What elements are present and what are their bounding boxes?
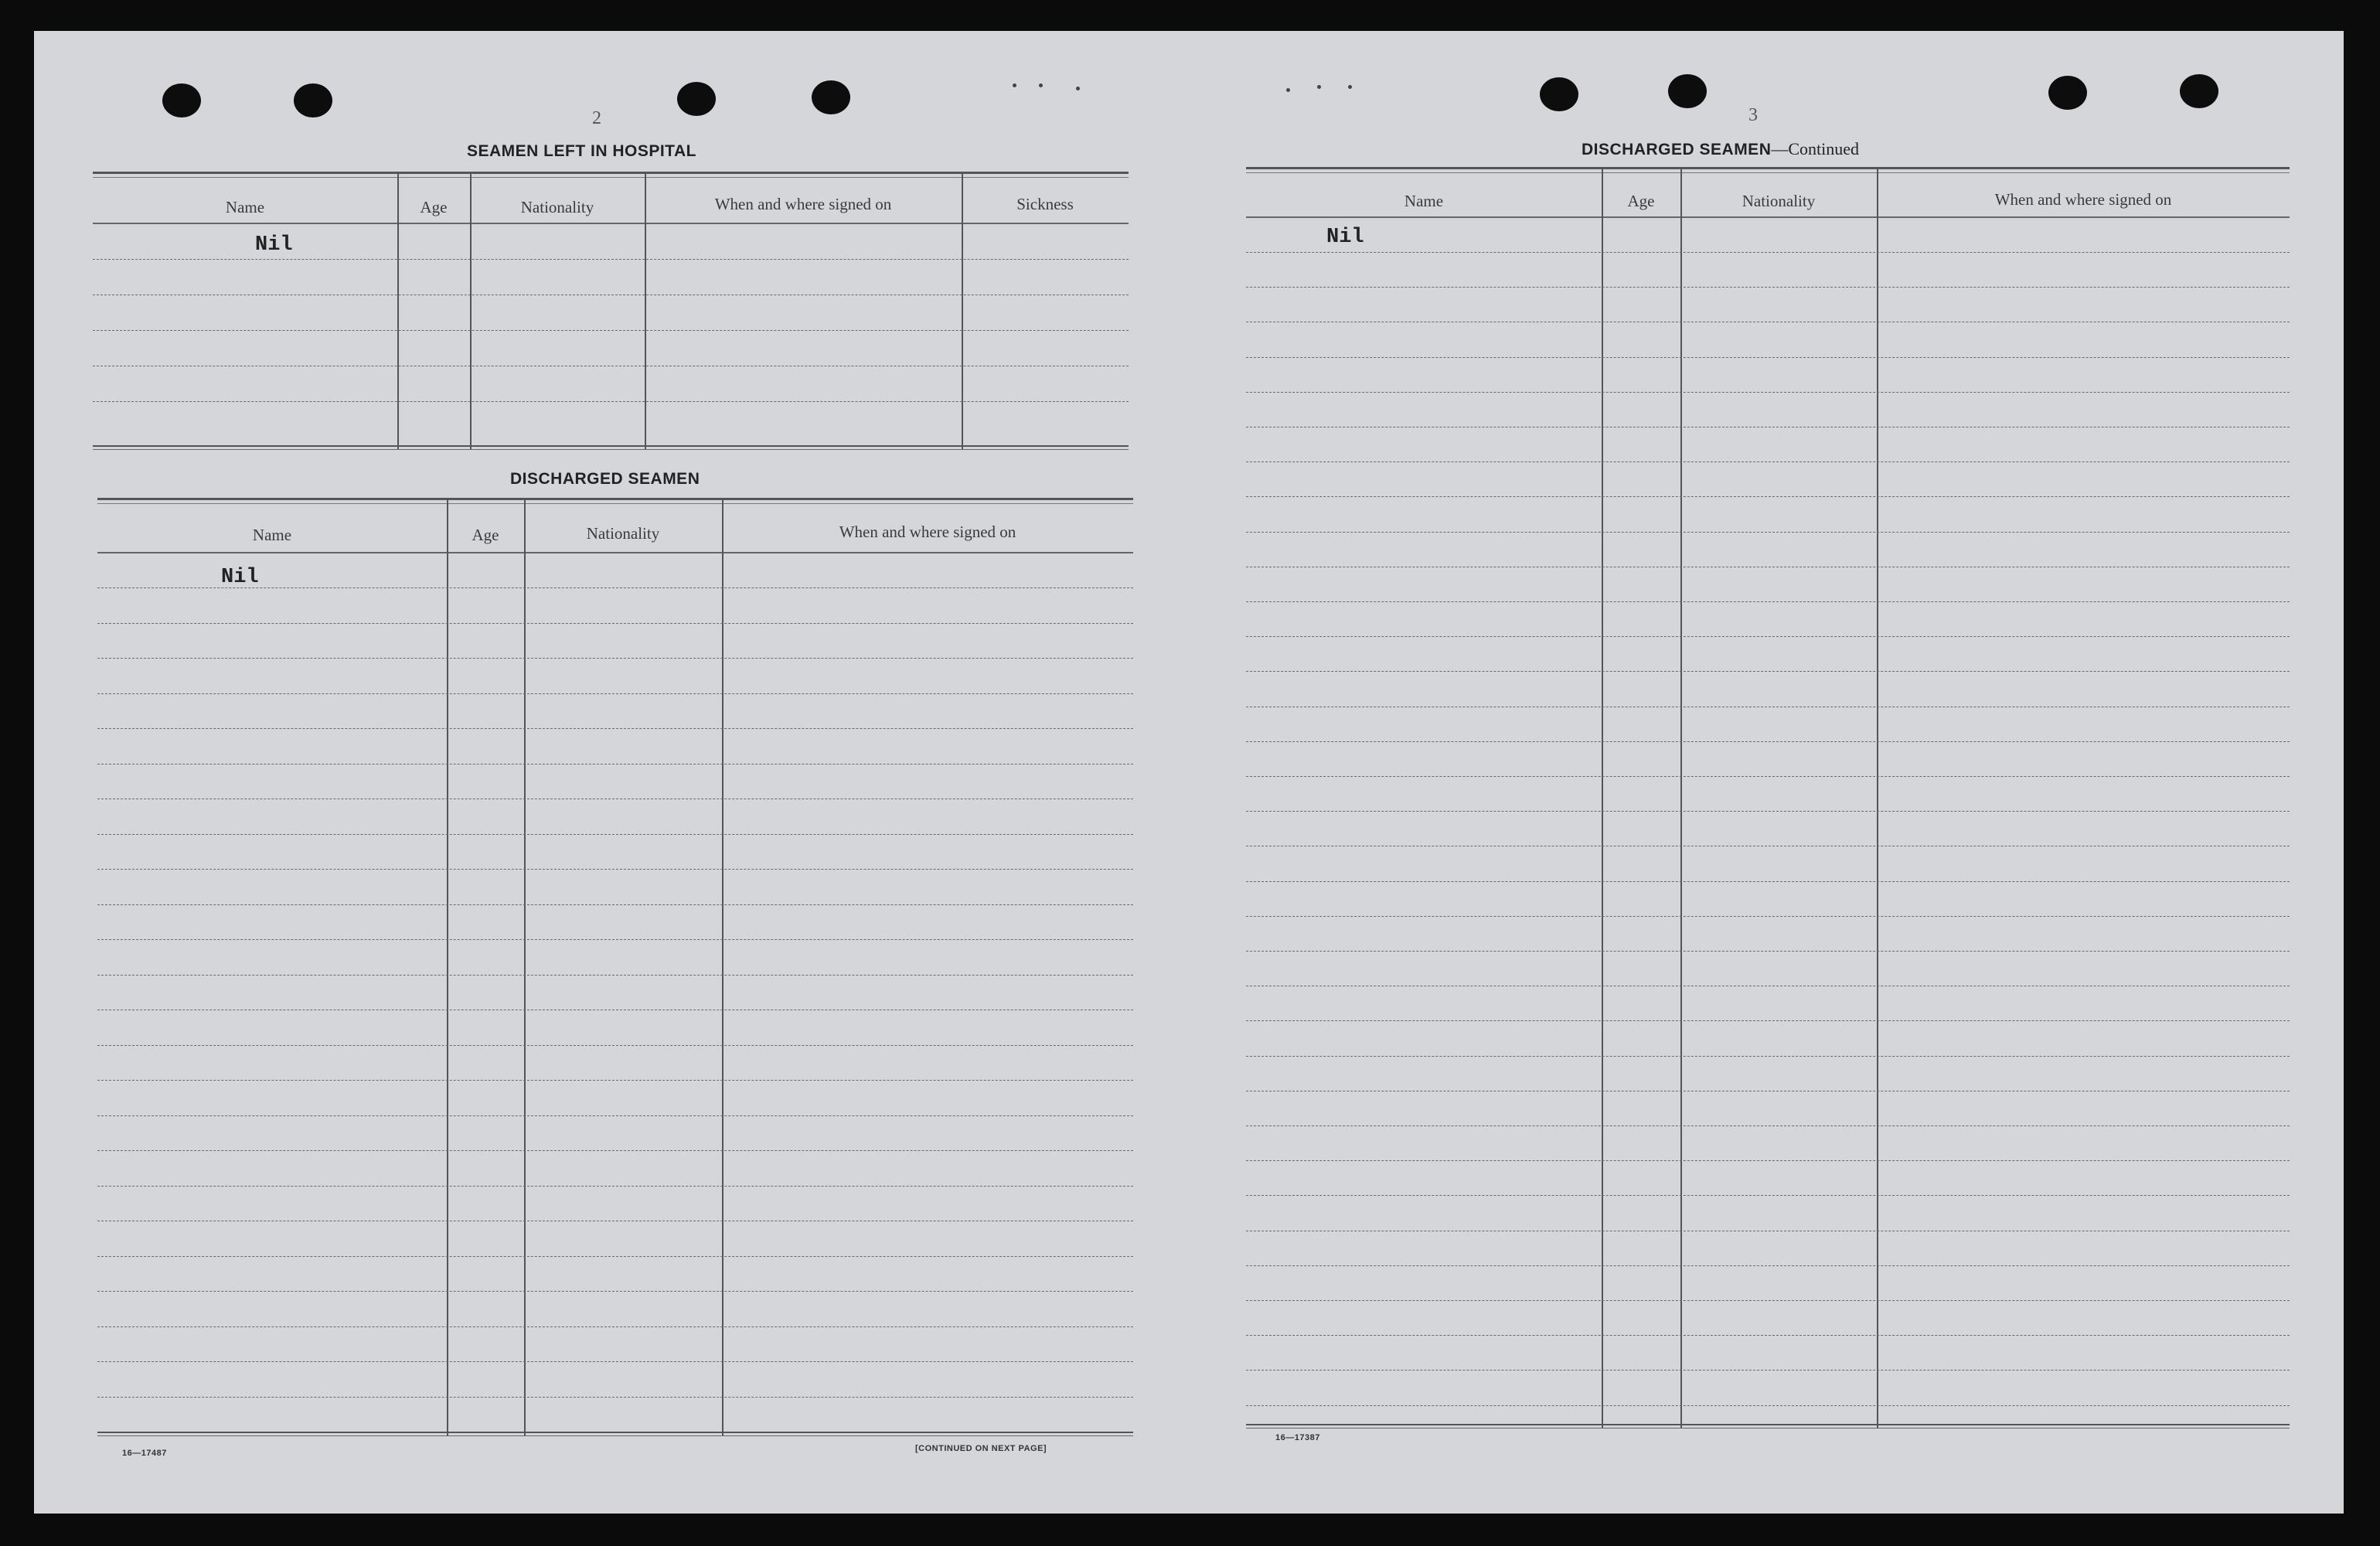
punch-hole	[1540, 77, 1578, 111]
header-name: Name	[252, 526, 292, 544]
header-signed-on: When and where signed on	[714, 195, 892, 213]
table-row	[1246, 1195, 2290, 1196]
discharged-continued-entry: Nil	[1326, 226, 1364, 249]
table-row	[1246, 741, 2290, 742]
form-number: 16—17487	[122, 1449, 167, 1458]
speck	[1348, 85, 1352, 89]
title-text: DISCHARGED SEAMEN	[1582, 141, 1772, 158]
table-row	[97, 623, 1133, 624]
table-row	[97, 834, 1133, 835]
table-row	[1246, 252, 2290, 253]
table-row	[97, 728, 1133, 729]
hospital-table	[93, 172, 1129, 450]
discharged-table-left	[97, 498, 1133, 1436]
header-rule	[1246, 216, 2290, 218]
table-row	[93, 330, 1129, 331]
header-age: Age	[472, 526, 499, 544]
punch-hole	[812, 80, 850, 114]
speck	[1013, 83, 1016, 87]
table-row	[97, 975, 1133, 976]
page-number: 3	[1748, 105, 1758, 125]
speck	[1039, 83, 1043, 87]
table-row	[1246, 881, 2290, 882]
table-row	[1246, 392, 2290, 393]
table-row	[1246, 1370, 2290, 1371]
table-row	[1246, 601, 2290, 602]
header-age: Age	[420, 198, 448, 216]
discharged-table-title: DISCHARGED SEAMEN	[510, 470, 700, 488]
table-row	[1246, 776, 2290, 777]
table-row	[97, 1045, 1133, 1046]
header-nationality: Nationality	[1742, 192, 1816, 210]
table-row	[97, 1256, 1133, 1257]
table-row	[97, 1361, 1133, 1362]
discharged-entry: Nil	[221, 566, 259, 589]
table-row	[1246, 1056, 2290, 1057]
discharged-table-right	[1246, 167, 2290, 1429]
table-row	[1246, 916, 2290, 917]
table-row	[97, 1150, 1133, 1151]
header-signed-on: When and where signed on	[839, 523, 1016, 541]
table-row	[1246, 496, 2290, 497]
table-row	[1246, 461, 2290, 462]
table-row	[97, 904, 1133, 905]
header-rule	[97, 552, 1133, 553]
hospital-entry: Nil	[255, 233, 293, 257]
table-row	[1246, 1020, 2290, 1021]
continued-note: [CONTINUED ON NEXT PAGE]	[915, 1444, 1047, 1453]
table-row	[1246, 1300, 2290, 1301]
document-sheet	[34, 31, 2344, 1514]
punch-hole	[162, 83, 201, 117]
header-name: Name	[225, 198, 265, 216]
table-row	[97, 587, 1133, 588]
column-rule	[447, 498, 448, 1436]
table-row	[1246, 1335, 2290, 1336]
punch-hole	[1668, 74, 1707, 108]
table-row	[97, 1291, 1133, 1292]
page-number: 2	[592, 108, 601, 128]
table-bottom-rule	[93, 445, 1129, 450]
column-rule	[722, 498, 724, 1436]
speck	[1317, 85, 1321, 89]
table-row	[97, 1186, 1133, 1187]
header-sickness: Sickness	[1016, 195, 1074, 213]
table-row	[1246, 1160, 2290, 1161]
table-bottom-rule	[97, 1432, 1133, 1436]
speck	[1286, 88, 1290, 92]
table-top-rule	[1246, 167, 2290, 173]
hospital-table-title: SEAMEN LEFT IN HOSPITAL	[467, 142, 696, 160]
table-top-rule	[97, 498, 1133, 504]
table-row	[97, 693, 1133, 694]
header-nationality: Nationality	[520, 198, 594, 216]
table-row	[1246, 951, 2290, 952]
table-row	[97, 939, 1133, 940]
table-row	[97, 658, 1133, 659]
table-row	[1246, 671, 2290, 672]
table-row	[97, 869, 1133, 870]
table-row	[97, 1397, 1133, 1398]
speck	[1076, 87, 1080, 90]
column-rule	[470, 172, 472, 450]
table-row	[93, 259, 1129, 260]
header-rule	[93, 223, 1129, 224]
table-row	[1246, 1125, 2290, 1126]
table-row	[1246, 1405, 2290, 1406]
column-rule	[645, 172, 646, 450]
table-row	[97, 1326, 1133, 1327]
column-rule	[524, 498, 526, 1436]
table-row	[97, 1115, 1133, 1116]
header-nationality: Nationality	[586, 524, 660, 543]
punch-hole	[2048, 76, 2087, 110]
table-row	[1246, 532, 2290, 533]
table-row	[1246, 811, 2290, 812]
table-row	[1246, 636, 2290, 637]
discharged-continued-title	[1582, 139, 1859, 159]
table-row	[93, 401, 1129, 402]
table-row	[1246, 1265, 2290, 1266]
punch-hole	[2180, 74, 2218, 108]
header-signed-on: When and where signed on	[1994, 190, 2172, 209]
header-age: Age	[1627, 192, 1655, 210]
table-row	[97, 1080, 1133, 1081]
column-rule	[397, 172, 399, 450]
punch-hole	[294, 83, 332, 117]
table-row	[1246, 287, 2290, 288]
form-number: 16—17387	[1275, 1433, 1320, 1442]
punch-hole	[677, 82, 716, 116]
table-bottom-rule	[1246, 1424, 2290, 1429]
header-name: Name	[1404, 192, 1444, 210]
column-rule	[962, 172, 963, 450]
table-top-rule	[93, 172, 1129, 178]
table-row	[1246, 357, 2290, 358]
title-suffix: —Continued	[1771, 139, 1860, 158]
